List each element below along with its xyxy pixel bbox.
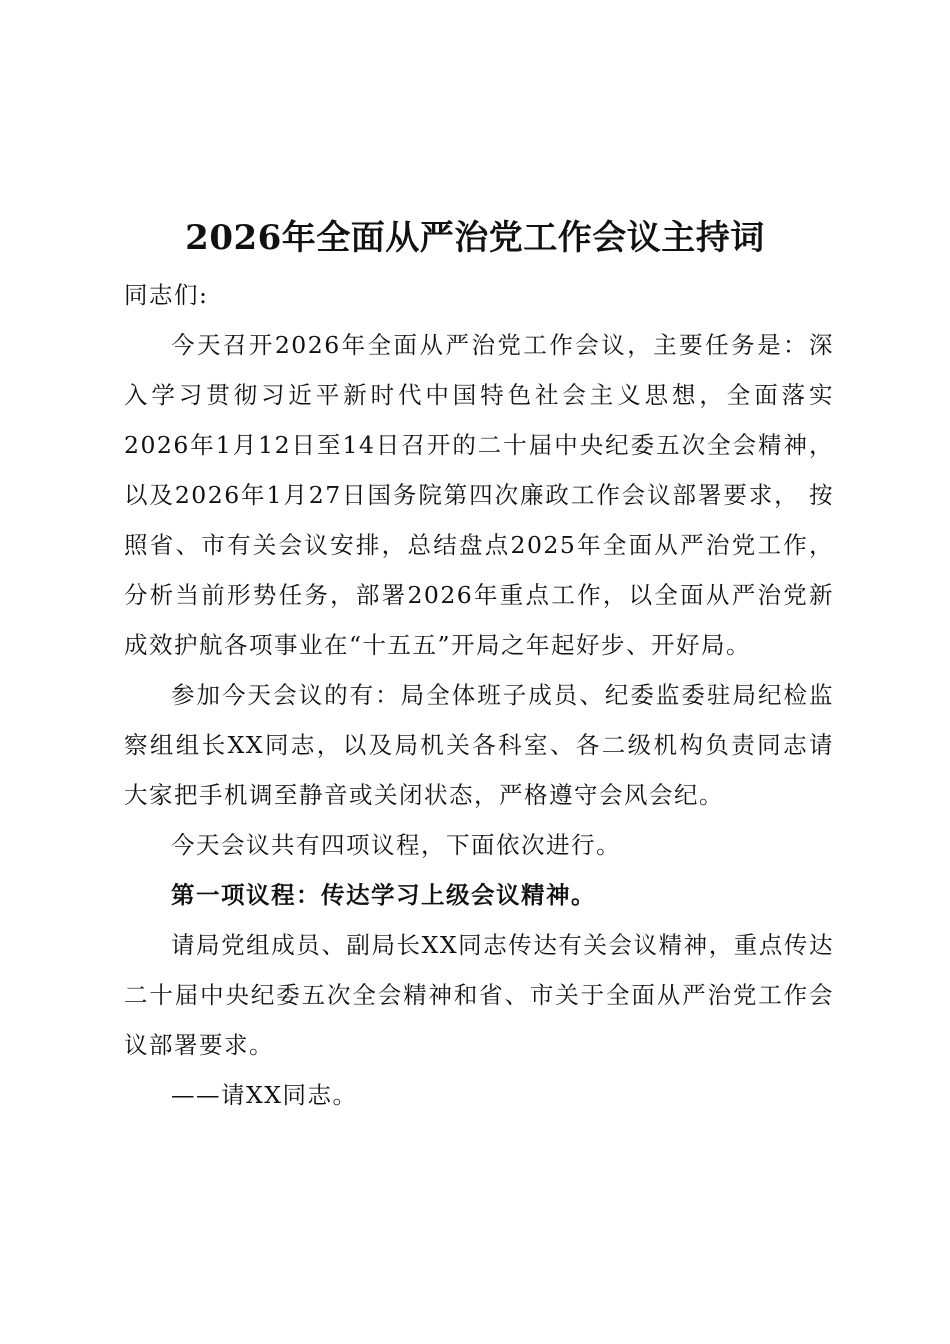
- closing-line: ——请XX同志。: [171, 1081, 358, 1109]
- agenda-item-heading: 第一项议程：传达学习上级会议精神。: [171, 881, 596, 909]
- salutation: 同志们:: [124, 281, 209, 309]
- paragraph-attendees: 参加今天会议的有：局全体班子成员、纪委监委驻局纪检监察组组长XX同志，以及局机关各科室、各二级机构负责同志请大家把手机调至静音或关闭状态，严格遵守会风会纪。: [124, 681, 834, 809]
- document-title: 2026年全面从严治党工作会议主持词: [185, 218, 765, 258]
- paragraph-agenda-intro: 今天会议共有四项议程，下面依次进行。: [171, 831, 621, 859]
- paragraph-meeting-purpose: 今天召开2026年全面从严治党工作会议，主要任务是：深入学习贯彻习近平新时代中国特色社会主义思想，全面落实2026年1月12日至14日召开的二十届中央纪委五次全会精神，以及2026年1月27日国务院第四次廉政工作会议部署要求， 按照省、市有关会议安排，总结盘点2025年全面从严治党工作，分析当前形势任务，部署2026年重点工作，以全面从严治党新成效护航各项事业在“十五五”开局之年起好步、开好局。: [124, 331, 834, 659]
- agenda-item-body: 请局党组成员、副局长XX同志传达有关会议精神，重点传达二十届中央纪委五次全会精神和省、市关于全面从严治党工作会议部署要求。: [124, 931, 834, 1059]
- document-body: [124, 270, 834, 1120]
